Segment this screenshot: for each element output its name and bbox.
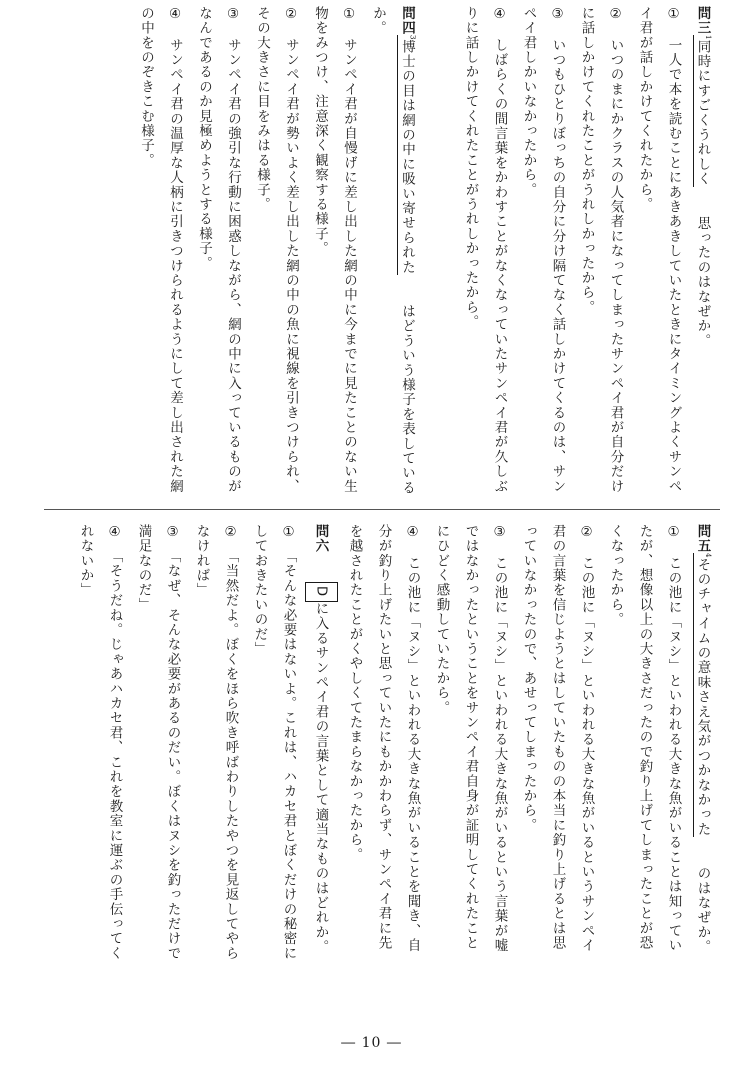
section-divider	[44, 509, 720, 510]
question-3-note-number: 1	[704, 35, 712, 40]
question-5-underlined-phrase: $^4$そのチャイムの意味さえ気がつかなかった	[694, 553, 712, 838]
question-3-prompt: 思ったのはなぜか。	[694, 215, 711, 349]
question-6	[303, 524, 340, 964]
question-4-prompt: はどういう様子を表しているか。	[370, 6, 415, 496]
question-5-choice-1[interactable]: ① この池に「ヌシ」といわれる大きな魚がいることは知っていたが、想像以上の大きさだったので釣り上げてしまったことが恐くなったから。	[607, 524, 682, 953]
question-3-choice-3[interactable]: ③ いつもひとりぼっちの自分に分け隔てなく話しかけてくるのは、サンペイ君しかいなかったから。	[520, 6, 566, 494]
top-section	[10, 6, 722, 501]
question-4-choice-1[interactable]: ① サンペイ君が自慢げに差し出した網の中に今までに見たことのない生物をみつけ、注意深く観察する様子。	[312, 6, 357, 494]
question-6-prompt: に入るサンペイ君の言葉として適当なものはどれか。	[312, 601, 329, 955]
bottom-section	[10, 524, 722, 964]
page-number: ― 10 ―	[341, 1035, 402, 1051]
question-6-choice-3[interactable]: ③ 「なぜ、そんな必要があるのだい。ぼくはヌシを釣っただけで満足なのだ」	[135, 524, 181, 961]
question-5-prompt: のはなぜか。	[694, 866, 711, 955]
question-6-label: 問六	[312, 524, 329, 554]
question-3-underlined-phrase: $^1$同時にすごくうれしく	[694, 35, 712, 187]
question-4-choice-2[interactable]: ② サンペイ君が勢いよく差し出した網の中の魚に視線を引きつけられ、その大きさに目をみはる様子。	[254, 6, 299, 494]
question-5-label: 問五	[694, 524, 711, 554]
top-vertical-text	[131, 6, 722, 501]
question-3-choice-4[interactable]: ④ しばらくの間言葉をかわすことがなくなっていたサンペイ君が久しぶりに話しかけてくれたことがうれしかったから。	[462, 6, 508, 494]
question-3-choice-1[interactable]: ① 一人で本を読むことにあきあきしていたときにタイミングよくサンペイ君が話しかけてくれたから。	[636, 6, 682, 494]
question-5-note-number: 4	[704, 553, 712, 558]
question-4-label: 問四	[399, 6, 415, 36]
question-4	[363, 6, 427, 501]
question-4-choice-3[interactable]: ③ サンペイ君の強引な行動に困惑しながら、網の中に入っているものがなんであるのか見極めようとする様子。	[196, 6, 241, 494]
bottom-vertical-text	[71, 524, 723, 964]
question-6-choice-2[interactable]: ② 「当然だよ。ぼくをほら吹き呼ばわりしたやつを見返してやらなければ」	[193, 524, 239, 961]
question-5-choice-2[interactable]: ② この池に「ヌシ」といわれる大きな魚がいるというサンペイ君の言葉を信じようとはしていたものの本当に釣り上げるとは思っていなかったので、あせってしまったから。	[520, 524, 595, 953]
question-3	[688, 6, 723, 501]
question-5-choice-4[interactable]: ④ この池に「ヌシ」といわれる大きな魚がいることを聞き、自分が釣り上げたいと思っていたにもかかわらず、サンペイ君に先を越されたことがくやしくてたまらなかったから。	[346, 524, 421, 953]
question-5	[688, 524, 723, 964]
answer-box-d: D	[305, 582, 338, 601]
question-3-choice-2[interactable]: ② いつのまにかクラスの人気者になってしまったサンペイ君が自分だけに話しかけてくれたことがうれしかったから。	[578, 6, 624, 494]
question-6-choice-1[interactable]: ① 「そんな必要はないよ。これは、ハカセ君とぼくだけの秘密にしておきたいのだ」	[251, 524, 297, 961]
question-5-choice-3[interactable]: ③ この池に「ヌシ」といわれる大きな魚がいるという言葉が嘘ではなかったということをサンペイ君自身が証明してくれたことにひどく感動していたから。	[433, 524, 508, 953]
question-6-choice-4[interactable]: ④ 「そうだね。じゃあハカセ君、これを教室に運ぶの手伝ってくれないか」	[77, 524, 123, 961]
question-4-note-number: 3	[408, 35, 417, 40]
question-4-choice-4[interactable]: ④ サンペイ君の温厚な人柄に引きつけられるようにして差し出された網の中をのぞきこむ様子。	[138, 6, 183, 494]
question-4-underlined-phrase: $^3$博士の目は網の中に吸い寄せられた	[399, 35, 417, 276]
question-3-label: 問三	[694, 6, 711, 36]
